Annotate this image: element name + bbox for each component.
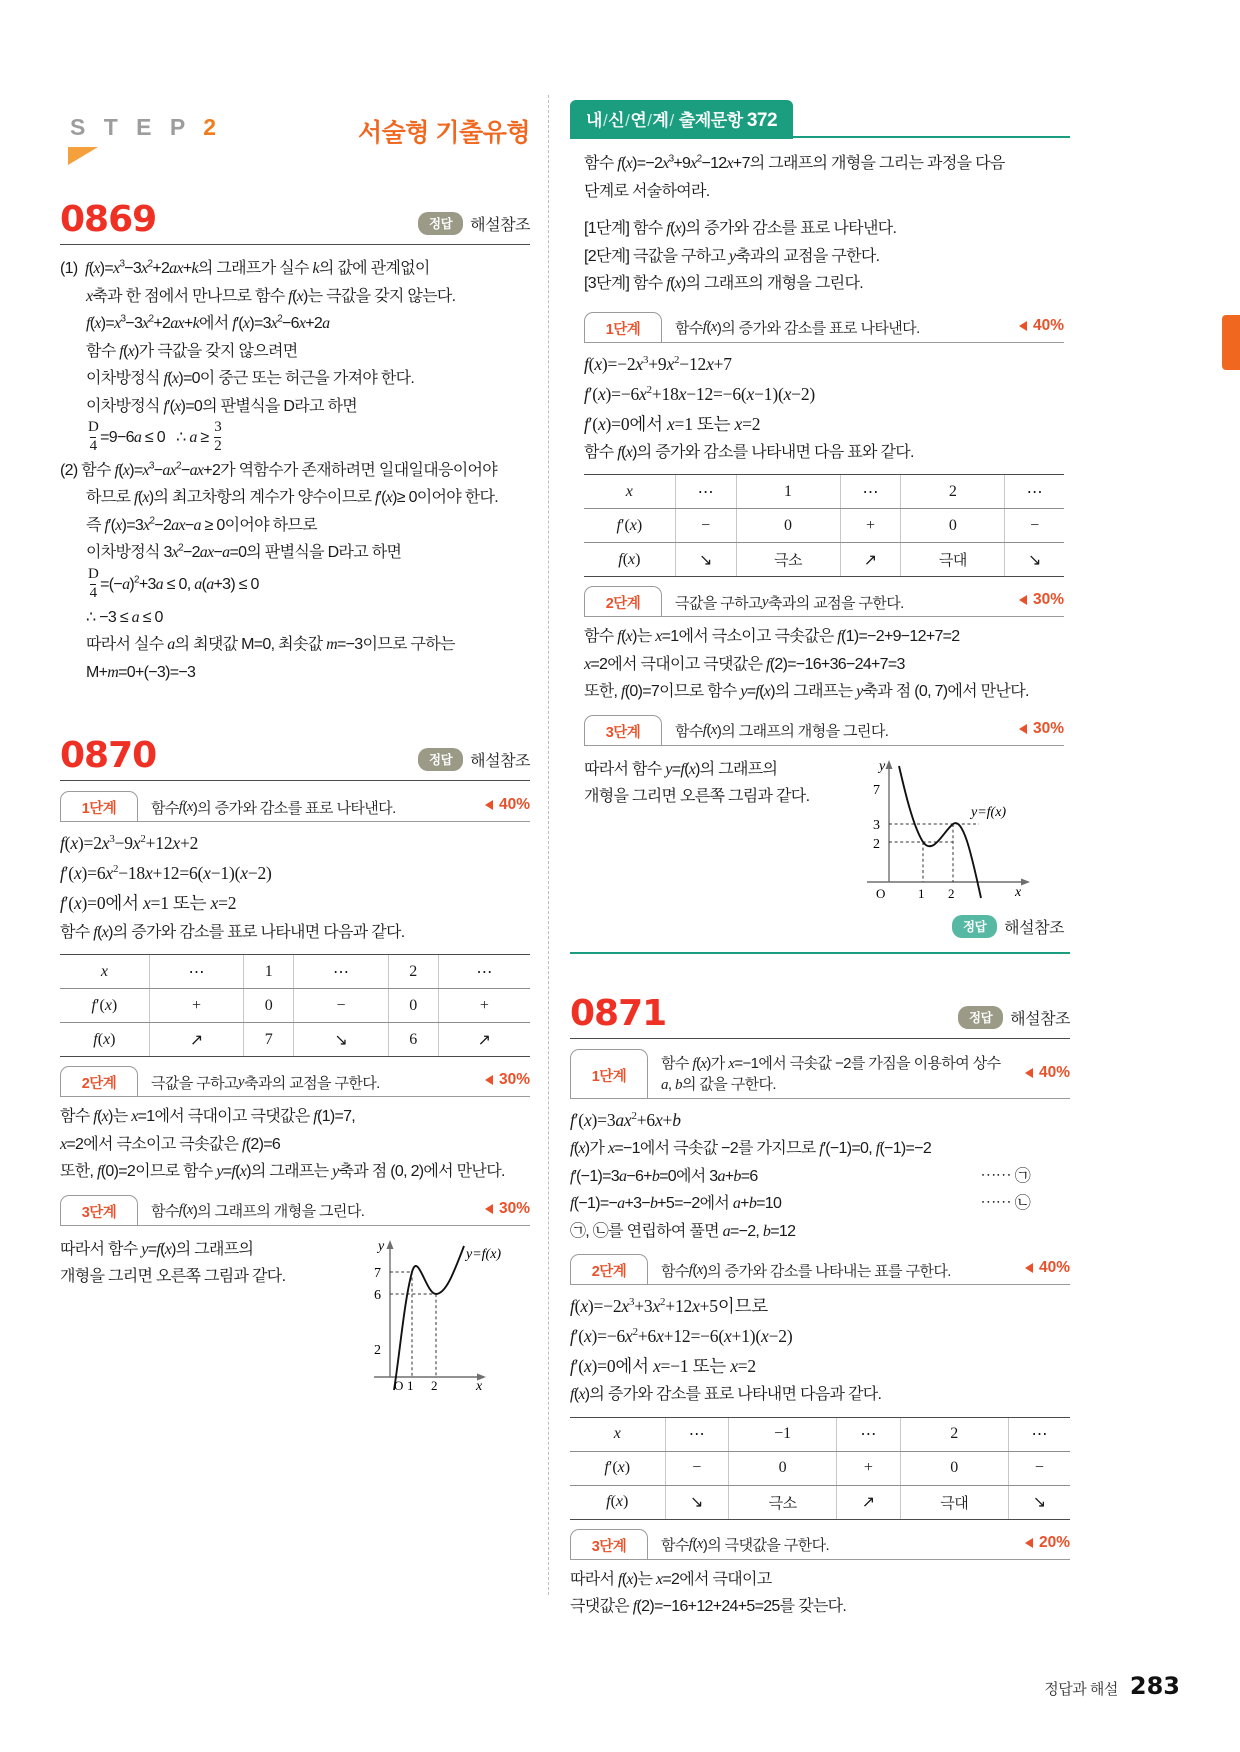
- percent-value: 30%: [1032, 719, 1064, 737]
- problem-0871-header: [570, 993, 1070, 1035]
- naesin-answer-ref: [584, 915, 1064, 939]
- solution-line: 따라서 실수 a의 최댓값 M=0, 최솟값 m=−3이므로 구하는: [86, 636, 455, 654]
- page-title: 서술형 기출유형: [358, 119, 530, 147]
- solution-line: f′(x)=0에서 x=−1 또는 x=2: [570, 1356, 756, 1377]
- question-number: 372: [746, 110, 778, 131]
- tab-word: 연: [630, 111, 647, 130]
- cell: −: [665, 1451, 728, 1485]
- solution-line: $f'(x)=-6x^2+18x-12=-6(x-1)(x-2)$: [584, 383, 816, 404]
- problem-number: 0869: [60, 199, 157, 240]
- triangle-left-icon: [1025, 1538, 1033, 1548]
- cell: 6: [388, 1023, 438, 1057]
- solution-line: 또한, f(0)=2이므로 함수 y=f(x)의 그래프는 y축과 점 (0, 2)에서 만난다.: [60, 1163, 505, 1181]
- solution-line: f′(x)=0에서 x=1 또는 x=2: [584, 413, 761, 434]
- cell: −: [294, 989, 388, 1023]
- cell: 2: [388, 955, 438, 989]
- answer-ref: [418, 748, 530, 775]
- column-divider: [548, 95, 549, 1595]
- cell: 0: [244, 989, 294, 1023]
- step-chip: 1단계: [584, 312, 662, 343]
- solution-line: $f(x)=-2x^3+9x^2-12x+7$: [584, 353, 732, 374]
- step-description: 함수 f ( x )의 증가와 감소를 나타내는 표를 구한다.: [661, 1261, 951, 1280]
- divider-rule: [60, 780, 530, 781]
- step-chip: 3단계: [60, 1195, 138, 1226]
- problem-0870-step2: [60, 1103, 530, 1186]
- y-axis-label: y: [879, 758, 886, 774]
- cell: ↗: [438, 1023, 530, 1057]
- problem-0871-step2: [570, 1291, 1070, 1409]
- cell: −: [1005, 509, 1064, 543]
- table-row: [584, 543, 1064, 577]
- solution-line: x=2에서 극소이고 극솟값은 f(2)=6: [60, 1135, 281, 1153]
- step-header: [60, 100, 530, 172]
- y-tick-2: 2: [374, 1342, 381, 1358]
- table-row: [584, 509, 1064, 543]
- cell: ⋯: [149, 955, 243, 989]
- triangle-left-icon: [485, 800, 493, 810]
- problem-0871-step1: [570, 1105, 1070, 1245]
- row-head: f(x): [570, 1485, 665, 1519]
- tab-word: 내: [586, 111, 602, 130]
- step-bar-3: [60, 1195, 530, 1226]
- problem-0870-step3: [60, 1232, 530, 1392]
- triangle-left-icon: [1019, 321, 1027, 331]
- solution-line: $\frac{D}{4}$ =9−6a ≤ 0 ∴ a ≥ $\frac{3}{2}$: [88, 419, 222, 455]
- y-tick-6: 6: [374, 1287, 381, 1303]
- tab-word: 신: [608, 111, 625, 130]
- percent-value: 40%: [1038, 1259, 1070, 1277]
- y-tick-7: 7: [873, 782, 880, 798]
- tab-word: 계: [652, 111, 669, 130]
- cell: ↘: [294, 1023, 388, 1057]
- page-side-tab: [1222, 315, 1240, 370]
- problem-0871: [570, 993, 1070, 1620]
- x-tick-2: 2: [431, 1377, 438, 1392]
- cell: 극대: [901, 543, 1005, 577]
- percent-value: 40%: [1038, 1063, 1070, 1081]
- step-bar-1: [60, 791, 530, 822]
- cell: ⋯: [1008, 1417, 1070, 1451]
- cell: 1: [244, 955, 294, 989]
- cell: 0: [901, 509, 1005, 543]
- solution-line: 하므로 f(x)의 최고차항의 계수가 양수이므로 f′(x)≥ 0이어야 한다.: [86, 489, 499, 507]
- graph-0870: [350, 1232, 530, 1392]
- prompt-line: 함수 $f(x)=-2x^3+9x^2-12x+7$의 그래프의 개형을 그리는 과정을 다음: [584, 153, 1005, 172]
- naesin-step3: [584, 752, 1064, 907]
- step-description: 극값을 구하고 y 축과의 교점을 구한다.: [675, 593, 904, 612]
- solution-line: 개형을 그리면 오른쪽 그림과 같다.: [584, 788, 810, 806]
- row-head: x: [60, 955, 149, 989]
- answer-text: 해설참조: [1004, 920, 1064, 938]
- triangle-left-icon: [1025, 1068, 1033, 1078]
- step-bar-1: [570, 1049, 1070, 1099]
- cell: 극대: [900, 1485, 1008, 1519]
- naesin-step-bar-1: [584, 312, 1064, 343]
- solution-line: 개형을 그리면 오른쪽 그림과 같다.: [60, 1268, 286, 1286]
- cell: ↗: [840, 543, 901, 577]
- problem-number: 0871: [570, 993, 667, 1035]
- cell: +: [840, 509, 901, 543]
- page-footer: [1044, 1672, 1180, 1700]
- percent-value: 30%: [498, 1071, 530, 1089]
- cell: ⋯: [1005, 475, 1064, 509]
- solution-line: x=2에서 극대이고 극댓값은 f(2)=−16+36−24+7=3: [584, 655, 905, 673]
- solution-line: (2) 함수 $f(x)=x^3-ax^2-ax+2$가 역함수가 존재하려면 일대일대응이어야: [60, 460, 497, 479]
- row-head: f′(x): [570, 1451, 665, 1485]
- step-description: 함수 f ( x )의 증가와 감소를 표로 나타낸다.: [675, 319, 920, 338]
- x-axis-label: x: [1015, 884, 1022, 900]
- step-text: S T E P: [70, 114, 191, 140]
- step-chip: 2단계: [60, 1066, 138, 1097]
- step-percent: [1019, 312, 1064, 343]
- answer-text: 해설참조: [470, 753, 530, 771]
- answer-badge: 정답: [418, 212, 463, 236]
- cell: +: [149, 989, 243, 1023]
- y-tick-3: 3: [873, 817, 880, 833]
- percent-value: 20%: [1038, 1533, 1070, 1551]
- cell: ⋯: [840, 475, 901, 509]
- x-tick-1: 1: [918, 885, 925, 901]
- solution-line: (1) $f(x)=x^3-3x^2+2ax+k$의 그래프가 실수 k의 값에 관계없이: [60, 258, 430, 277]
- graph-372: [849, 752, 1064, 907]
- step-label: [70, 114, 222, 141]
- divider-rule: [60, 244, 530, 245]
- percent-value: 30%: [498, 1199, 530, 1217]
- page-number: 283: [1129, 1672, 1180, 1700]
- row-head: x: [584, 475, 675, 509]
- solution-line: f(x)의 증가와 감소를 표로 나타내면 다음과 같다.: [570, 1386, 882, 1404]
- step-description: 함수 f ( x )의 증가와 감소를 표로 나타낸다.: [151, 798, 396, 817]
- step-percent: [1019, 715, 1064, 746]
- answer-text: 해설참조: [1010, 1011, 1070, 1029]
- percent-value: 30%: [1032, 591, 1064, 609]
- problem-0870: [60, 735, 530, 1392]
- solution-line: x축과 한 점에서 만나므로 함수 f(x)는 극값을 갖지 않는다.: [86, 287, 456, 305]
- table-row: [570, 1451, 1070, 1485]
- solution-line: 따라서 함수 y=f(x)의 그래프의: [60, 1240, 254, 1258]
- row-head: f′(x): [584, 509, 675, 543]
- answer-ref: [418, 212, 530, 239]
- step-percent: [1025, 1049, 1070, 1099]
- step3-text: [584, 752, 845, 811]
- naesin-step-bar-3: [584, 715, 1064, 746]
- solution-line: $f'(x)=3ax^2+6x+b$: [570, 1109, 681, 1130]
- problem-0869-header: [60, 199, 530, 240]
- variation-table-372: [584, 474, 1064, 577]
- left-column: [60, 100, 530, 1392]
- row-head: f(x): [60, 1023, 149, 1057]
- problem-0871-step3: [570, 1566, 1070, 1621]
- problem-number: 0870: [60, 735, 157, 777]
- cell: −1: [728, 1417, 836, 1451]
- step-percent: [1025, 1529, 1070, 1560]
- x-tick-1: 1: [407, 1377, 414, 1392]
- cell: ↗: [149, 1023, 243, 1057]
- problem-0870-step1: [60, 828, 530, 946]
- solution-line: 극댓값은 f(2)=−16+12+24+5=25를 갖는다.: [570, 1598, 847, 1616]
- solution-line: 따라서 함수 y=f(x)의 그래프의: [584, 760, 778, 778]
- cell: 2: [901, 475, 1005, 509]
- solution-line: $\frac{D}{4}$ $=(-a)^2+3a \le 0$, a(a+3) ≤ 0: [88, 566, 259, 602]
- y-tick-2: 2: [873, 836, 880, 852]
- solution-line: f(−1)=−a+3−b+5=−2에서 a+b=10 ⋯⋯ ㉡: [570, 1195, 1030, 1213]
- solution-line: $f'(x)=-6x^2+6x+12=-6(x+1)(x-2)$: [570, 1326, 793, 1347]
- problem-0870-header: [60, 735, 530, 777]
- solution-line: 함수 f(x)는 x=1에서 극대이고 극댓값은 f(1)=7,: [60, 1108, 356, 1126]
- y-tick-7: 7: [374, 1265, 381, 1281]
- step-description: 함수 f(x)가 x=−1에서 극솟값 −2를 가짐을 이용하여 상수 a, b의 값을 구한다.: [661, 1055, 1001, 1093]
- x-tick-2: 2: [948, 885, 955, 901]
- cell: 7: [244, 1023, 294, 1057]
- cell: +: [837, 1451, 900, 1485]
- solution-line: $f(x)=x^3-3x^2+2ax+k$에서 $f'(x)=3x^2-6x+2a$: [86, 313, 330, 333]
- answer-badge: 정답: [958, 1006, 1003, 1030]
- cell: 0: [388, 989, 438, 1023]
- flag-icon: [68, 147, 98, 165]
- naesin-content: [570, 138, 1070, 942]
- solution-line: ∴ −3 ≤ a ≤ 0: [86, 608, 163, 626]
- solution-line: $f(x)=-2x^3+3x^2+12x+5$이므로: [570, 1296, 768, 1317]
- step-description: 함수 f ( x )의 그래프의 개형을 그린다.: [151, 1202, 365, 1221]
- cell: ⋯: [665, 1417, 728, 1451]
- bullet-line: [1단계] 함수 f(x)의 증가와 감소를 표로 나타낸다.: [584, 220, 897, 238]
- solution-line: 즉 $f'(x)=3x^2-2ax-a \ge 0$이어야 하므로: [86, 515, 317, 534]
- cell: 2: [900, 1417, 1008, 1451]
- solution-line: 또한, f(0)=7이므로 함수 y=f(x)의 그래프는 y축과 점 (0, 7)에서 만난다.: [584, 683, 1029, 701]
- solution-line: f(x)가 x=−1에서 극솟값 −2를 가지므로 f′(−1)=0, f(−1)=−2: [570, 1140, 932, 1158]
- solution-line: 이차방정식 f(x)=0이 중근 또는 허근을 가져야 한다.: [86, 370, 415, 388]
- cell: ↘: [675, 543, 736, 577]
- cell: ⋯: [675, 475, 736, 509]
- footer-label: 정답과 해설: [1044, 1681, 1118, 1698]
- percent-value: 40%: [1032, 316, 1064, 334]
- step-description: 함수 f ( x )의 극댓값을 구한다.: [661, 1536, 830, 1555]
- cell: +: [438, 989, 530, 1023]
- step-bar-2: [570, 1254, 1070, 1285]
- solution-line: 함수 f(x)의 증가와 감소를 나타내면 다음 표와 같다.: [584, 443, 914, 461]
- row-head: f′(x): [60, 989, 149, 1023]
- cell: ↘: [1008, 1485, 1070, 1519]
- bullet-line: [2단계] 극값을 구하고 y축과의 교점을 구한다.: [584, 247, 880, 265]
- origin-label: O: [394, 1377, 404, 1392]
- answer-text: 해설참조: [470, 216, 530, 234]
- step-percent: [485, 791, 530, 822]
- solution-line: M+m=0+(−3)=−3: [86, 663, 196, 681]
- solution-line: 함수 f(x)의 증가와 감소를 표로 나타내면 다음과 같다.: [60, 923, 405, 941]
- table-row: [570, 1417, 1070, 1451]
- naesin-step1: [584, 349, 1064, 467]
- triangle-left-icon: [485, 1075, 493, 1085]
- answer-badge: 정답: [952, 915, 997, 939]
- step-chip: 1단계: [60, 791, 138, 822]
- cell: −: [1008, 1451, 1070, 1485]
- naesin-step-bar-2: [584, 586, 1064, 617]
- tab-text: 출제문항: [678, 111, 743, 130]
- step-chip: 2단계: [584, 586, 662, 617]
- solution-line: $f'(x)=6x^2-18x+12=6(x-1)(x-2)$: [60, 863, 272, 884]
- cell: 0: [736, 509, 840, 543]
- row-head: f(x): [584, 543, 675, 577]
- cell: ⋯: [837, 1417, 900, 1451]
- step-bar-3: [570, 1529, 1070, 1560]
- solution-line: 함수 f(x)는 x=1에서 극소이고 극솟값은 f(1)=−2+9−12+7=2: [584, 628, 960, 646]
- cell: 극소: [728, 1485, 836, 1519]
- solution-line: 함수 f(x)가 극값을 갖지 않으려면: [86, 342, 298, 360]
- cell: 극소: [736, 543, 840, 577]
- step3-text: [60, 1232, 346, 1291]
- naesin-box: [570, 100, 1070, 954]
- step-description: 함수 f ( x )의 그래프의 개형을 그린다.: [675, 722, 889, 741]
- step-chip: 2단계: [570, 1254, 648, 1285]
- triangle-left-icon: [1019, 595, 1027, 605]
- step-number: 2: [203, 114, 223, 140]
- cell: 0: [728, 1451, 836, 1485]
- step-bar-2: [60, 1066, 530, 1097]
- cell: ⋯: [294, 955, 388, 989]
- table-row: [60, 955, 530, 989]
- variation-table-0871: [570, 1417, 1070, 1520]
- step-percent: [485, 1066, 530, 1097]
- y-axis-label: y: [378, 1238, 385, 1254]
- solution-line: 이차방정식 $3x^2-2ax-a=0$의 판별식을 D라고 하면: [86, 543, 402, 562]
- curve-label: y=f(x): [466, 1246, 502, 1262]
- solution-line: 이차방정식 f′(x)=0의 판별식을 D라고 하면: [86, 397, 357, 415]
- variation-table-0870: [60, 954, 530, 1057]
- problem-0869: [60, 199, 530, 686]
- step-description: 극값을 구하고 y 축과의 교점을 구한다.: [151, 1073, 380, 1092]
- answer-badge: 정답: [418, 748, 463, 772]
- curve-label: y=f(x): [971, 804, 1007, 820]
- step-percent: [1019, 586, 1064, 617]
- naesin-bottom-rule: [570, 952, 1070, 954]
- step-chip: 1단계: [570, 1049, 648, 1099]
- table-row: [60, 989, 530, 1023]
- naesin-tab: 내/신/연/계/ 출제문항 372: [570, 100, 793, 139]
- row-head: x: [570, 1417, 665, 1451]
- triangle-left-icon: [1025, 1263, 1033, 1273]
- problem-0869-body: [60, 255, 530, 686]
- cell: −: [675, 509, 736, 543]
- prompt-line: 단계로 서술하여라.: [584, 182, 710, 200]
- solution-line: $f(x)=2x^3-9x^2+12x+2$: [60, 833, 199, 854]
- step-chip: 3단계: [584, 715, 662, 746]
- divider-rule: [570, 1038, 1070, 1039]
- step-percent: [1025, 1254, 1070, 1285]
- origin-label: O: [876, 885, 886, 901]
- cell: ↘: [665, 1485, 728, 1519]
- answer-ref: [958, 1006, 1070, 1033]
- triangle-left-icon: [1019, 724, 1027, 734]
- cell: 0: [900, 1451, 1008, 1485]
- x-axis-label: x: [476, 1378, 483, 1392]
- percent-value: 40%: [498, 796, 530, 814]
- cell: ↗: [837, 1485, 900, 1519]
- solution-line: f′(x)=0에서 x=1 또는 x=2: [60, 893, 237, 914]
- solution-line: f′(−1)=3a−6+b=0에서 3a+b=6 ⋯⋯ ㉠: [570, 1167, 1030, 1185]
- solution-line: 따라서 f(x)는 x=2에서 극대이고: [570, 1570, 772, 1588]
- cell: ↘: [1005, 543, 1064, 577]
- right-column: [570, 100, 1070, 1625]
- step-chip: 3단계: [570, 1529, 648, 1560]
- table-row: [584, 475, 1064, 509]
- naesin-step2: [584, 623, 1064, 706]
- solution-line: ㉠, ㉡를 연립하여 풀면 a=−2, b=12: [570, 1222, 796, 1240]
- bullet-line: [3단계] 함수 f(x)의 그래프의 개형을 그린다.: [584, 275, 863, 293]
- step-percent: [485, 1195, 530, 1226]
- cell: 1: [736, 475, 840, 509]
- cell: ⋯: [438, 955, 530, 989]
- triangle-left-icon: [485, 1204, 493, 1214]
- table-row: [570, 1485, 1070, 1519]
- table-row: [60, 1023, 530, 1057]
